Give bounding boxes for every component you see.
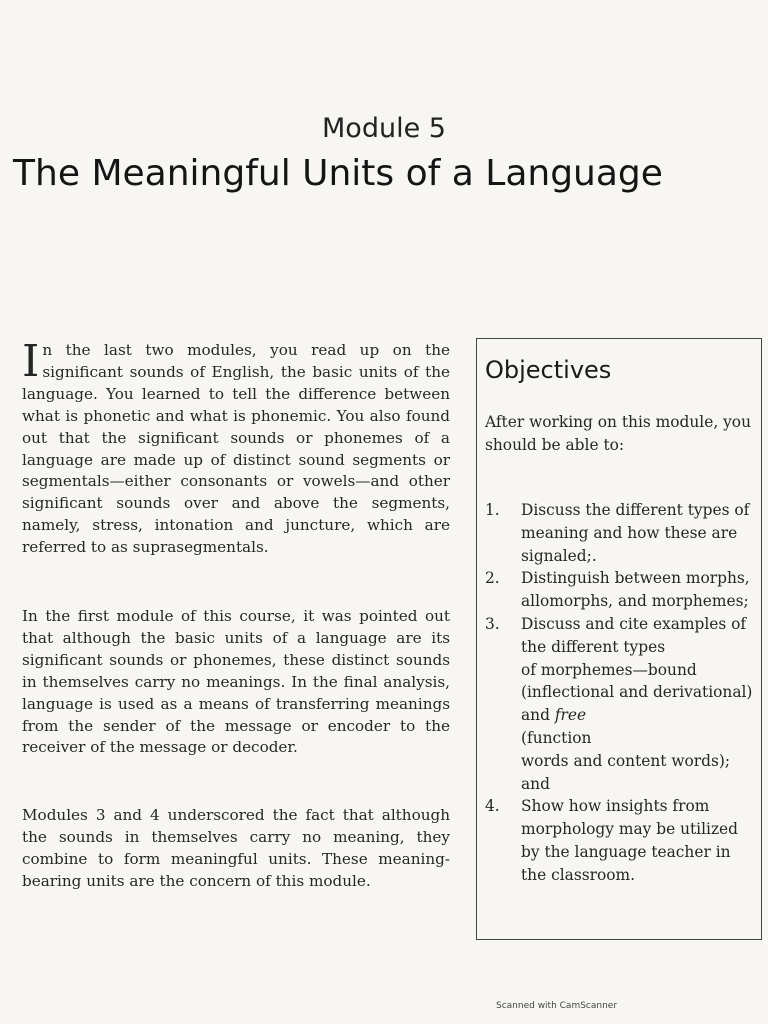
objectives-intro: After working on this module, you should be able to: [485,413,751,454]
page-title: The Meaningful Units of a Language [13,153,663,194]
paragraph-1-text: n the last two modules, you read up on the significant sounds of English, the basic units of the language. You learned to tell the difference between what is phonetic and what is phonemic. You also found out that the significant sounds or phonemes of a language are made up of distinct sound segments or segmentals—either consonants or vowels—and other significant sounds over and above the segments, namely, stress, intonation and juncture, which are referred to as suprasegmentals. [22,341,450,557]
objective-number: 3. [485,614,500,633]
objective-number: 4. [485,797,500,816]
paragraph-2: In the first module of this course, it was pointed out that although the basic units of a language are its significant sounds or phonemes, these distinct sounds in themselves carry no meanings. In the final analysis, language is used as a means of transferring meanings from the sender of the message or encoder to the receiver of the message or decoder. [22,607,450,757]
objective-item-2 [485,567,757,613]
scanner-watermark: Scanned with CamScanner [496,1001,618,1011]
objective-text: Show how insights from morphology may be utilized by the language teacher in the classroom. [521,797,739,884]
paragraph-1 [22,336,450,559]
objective-italic-free: free [554,706,587,725]
objective-text-line: of morphemes—bound (inflectional and derivational) and free [521,660,753,725]
objective-text: Distinguish between morphs, allomorphs, and morphemes; [521,569,750,611]
objective-number: 2. [485,569,500,588]
objective-text-line: words and content words); and [521,751,731,793]
drop-cap: I [22,336,40,387]
objectives-heading: Objectives [485,356,612,384]
objective-item-4 [485,795,757,886]
objective-item-3 [485,613,757,795]
objective-text: Discuss the different types of meaning and how these are signaled;. [521,501,750,565]
paragraph-3: Modules 3 and 4 underscored the fact that although the sounds in themselves carry no meaning, they combine to form meaningful units. These meaning-bearing units are the concern of this module. [22,806,450,890]
objectives-list [485,499,757,887]
module-label: Module 5 [322,113,446,144]
objective-text-line: Discuss and cite examples of the different types [521,614,747,656]
objectives-box [476,338,762,940]
objective-text-line: (function [521,728,592,747]
objective-number: 1. [485,501,500,519]
objective-item-1 [485,499,757,567]
